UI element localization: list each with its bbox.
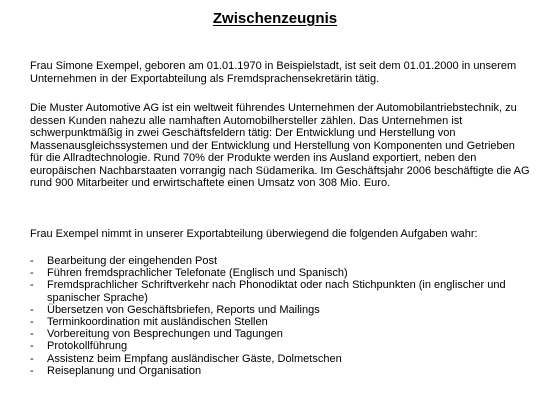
list-item bbox=[30, 316, 530, 328]
list-item bbox=[30, 328, 530, 340]
list-bullet: - bbox=[30, 255, 34, 267]
list-bullet: - bbox=[30, 340, 34, 353]
list-item-text: Terminkoordination mit ausländischen Stellen bbox=[47, 316, 268, 329]
list-item bbox=[30, 279, 530, 303]
list-item-text: Vorbereitung von Besprechungen und Tagungen bbox=[47, 328, 283, 341]
document-title: Zwischenzeugnis bbox=[212, 10, 338, 27]
list-item-text: Bearbeitung der eingehenden Post bbox=[47, 255, 218, 267]
list-item bbox=[30, 340, 530, 352]
list-item bbox=[30, 255, 530, 267]
list-bullet: - bbox=[30, 316, 34, 329]
list-item-text: Führen fremdsprachlicher Telefonate (Englisch und Spanisch) bbox=[47, 267, 348, 280]
list-item bbox=[30, 304, 530, 316]
company-paragraph: Die Muster Automotive AG ist ein weltweit führendes Unternehmen der Automobilantriebstechnik, zu dessen Kunden nahezu alle namhaften Automobilhersteller zählen. Das Unternehmen ist schwerpunktmäßig in zwei Geschäftsfeldern tätig: Der Entwicklung und Herstellung von Massenausgleichssystemen und der Entwicklung und Herstellung von Komponenten und Getrieben für die Allradtechnologie. Rund 70% der Produkte werden ins Ausland exportiert, neben den europäischen Nachbarstaaten vorrangig nach Südamerika. Im Geschäftsjahr 2006 beschäftigte die AG rund 900 Mitarbeiter und erwirtschaftete einen Umsatz von 308 Mio. Euro. bbox=[30, 102, 530, 189]
task-list bbox=[30, 255, 530, 377]
intro-paragraph: Frau Simone Exempel, geboren am 01.01.1970 in Beispielstadt, ist seit dem 01.01.2000 in unserem Unternehmen in der Exportabteilung als Fremdsprachensekretärin tätig. bbox=[30, 60, 517, 85]
tasks-intro-paragraph: Frau Exempel nimmt in unserer Exportabteilung überwiegend die folgenden Aufgaben wahr: bbox=[30, 228, 478, 240]
list-item-text: Übersetzen von Geschäftsbriefen, Reports und Mailings bbox=[47, 303, 320, 316]
list-bullet: - bbox=[30, 279, 34, 292]
list-item-text: Assistenz beim Empfang ausländischer Gäste, Dolmetschen bbox=[47, 352, 342, 365]
list-item-text: Fremdsprachlicher Schriftverkehr nach Phonodiktat oder nach Stichpunkten (in englischer und spanischer Sprache) bbox=[47, 279, 506, 304]
list-item bbox=[30, 353, 530, 365]
list-bullet: - bbox=[30, 328, 34, 341]
list-bullet: - bbox=[30, 303, 34, 316]
list-item bbox=[30, 267, 530, 279]
list-bullet: - bbox=[30, 352, 34, 365]
list-bullet: - bbox=[30, 364, 34, 377]
list-item-text: Reiseplanung und Organisation bbox=[47, 364, 202, 377]
list-bullet: - bbox=[30, 267, 34, 280]
list-item bbox=[30, 365, 530, 377]
list-item-text: Protokollführung bbox=[47, 340, 128, 353]
